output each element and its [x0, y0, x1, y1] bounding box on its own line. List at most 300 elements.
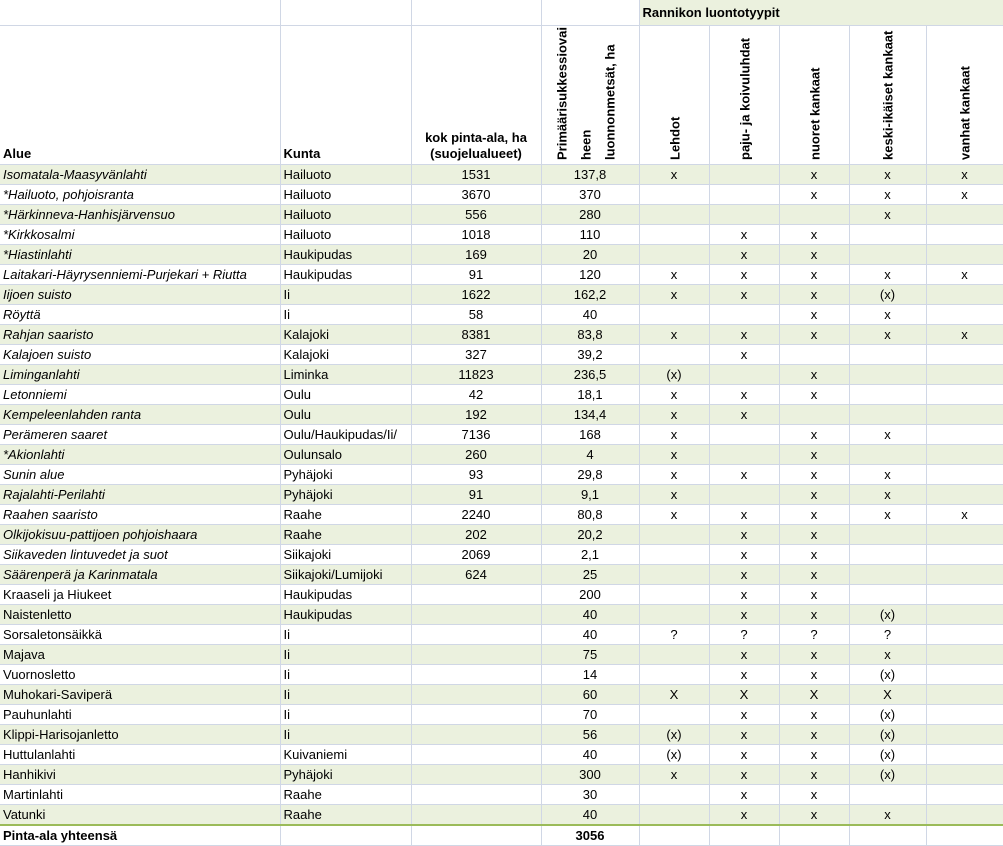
alue-cell: Röyttä	[0, 305, 280, 325]
paju-cell: x	[709, 785, 779, 805]
kunta-cell: Raahe	[280, 505, 411, 525]
lehdot-cell	[639, 565, 709, 585]
header-paju: paju- ja koivuluhdat	[709, 26, 779, 165]
alue-cell: Kempeleenlahden ranta	[0, 405, 280, 425]
prim-cell: 168	[541, 425, 639, 445]
kok-cell: 42	[411, 385, 541, 405]
keski-cell: (x)	[849, 285, 926, 305]
paju-cell: x	[709, 325, 779, 345]
lehdot-cell: x	[639, 265, 709, 285]
vanhat-cell	[926, 345, 1003, 365]
vanhat-cell	[926, 805, 1003, 826]
alue-cell: Kalajoen suisto	[0, 345, 280, 365]
nuoret-cell: x	[779, 465, 849, 485]
header-alue: Alue	[0, 26, 280, 165]
keski-cell: x	[849, 305, 926, 325]
nuoret-cell: x	[779, 305, 849, 325]
kunta-cell: Ii	[280, 725, 411, 745]
prim-cell: 39,2	[541, 345, 639, 365]
kok-cell	[411, 625, 541, 645]
alue-cell: Majava	[0, 645, 280, 665]
kok-cell	[411, 685, 541, 705]
nuoret-cell: x	[779, 705, 849, 725]
lehdot-cell: x	[639, 765, 709, 785]
table-row	[0, 245, 1003, 265]
header-kunta: Kunta	[280, 26, 411, 165]
lehdot-cell	[639, 205, 709, 225]
keski-cell	[849, 445, 926, 465]
nuoret-cell: x	[779, 485, 849, 505]
paju-cell: x	[709, 705, 779, 725]
alue-cell: Hanhikivi	[0, 765, 280, 785]
keski-cell	[849, 545, 926, 565]
kunta-cell: Ii	[280, 645, 411, 665]
keski-cell: x	[849, 265, 926, 285]
vanhat-cell	[926, 225, 1003, 245]
keski-cell: x	[849, 325, 926, 345]
lehdot-cell: (x)	[639, 725, 709, 745]
keski-cell: x	[849, 465, 926, 485]
kok-cell: 624	[411, 565, 541, 585]
paju-cell	[709, 445, 779, 465]
nuoret-cell	[779, 405, 849, 425]
vanhat-cell	[926, 785, 1003, 805]
nuoret-cell: x	[779, 165, 849, 185]
table-row	[0, 745, 1003, 765]
kok-cell: 3670	[411, 185, 541, 205]
prim-cell: 25	[541, 565, 639, 585]
lehdot-cell: (x)	[639, 745, 709, 765]
keski-cell	[849, 785, 926, 805]
kok-cell: 202	[411, 525, 541, 545]
alue-cell: Pauhunlahti	[0, 705, 280, 725]
vanhat-cell	[926, 605, 1003, 625]
vanhat-cell	[926, 465, 1003, 485]
prim-cell: 300	[541, 765, 639, 785]
prim-cell: 40	[541, 625, 639, 645]
header-primaari	[541, 26, 639, 165]
paju-cell: x	[709, 405, 779, 425]
kunta-cell: Ii	[280, 625, 411, 645]
vanhat-cell	[926, 545, 1003, 565]
vanhat-cell: x	[926, 185, 1003, 205]
nuoret-cell: x	[779, 785, 849, 805]
alue-cell: *Hiastinlahti	[0, 245, 280, 265]
alue-cell: Iijoen suisto	[0, 285, 280, 305]
prim-cell: 120	[541, 265, 639, 285]
vanhat-cell	[926, 745, 1003, 765]
table-row	[0, 525, 1003, 545]
table-row	[0, 305, 1003, 325]
prim-cell: 40	[541, 605, 639, 625]
kunta-cell: Kalajoki	[280, 325, 411, 345]
paju-cell: x	[709, 645, 779, 665]
nuoret-cell: x	[779, 325, 849, 345]
prim-cell: 75	[541, 645, 639, 665]
kok-cell	[411, 785, 541, 805]
paju-cell: x	[709, 745, 779, 765]
table-row	[0, 725, 1003, 745]
kunta-cell: Pyhäjoki	[280, 465, 411, 485]
alue-cell: Vuornosletto	[0, 665, 280, 685]
vanhat-cell: x	[926, 265, 1003, 285]
lehdot-cell	[639, 305, 709, 325]
kunta-cell: Raahe	[280, 805, 411, 826]
header-kok-pinta-ala	[411, 26, 541, 165]
lehdot-cell: X	[639, 685, 709, 705]
vanhat-cell	[926, 445, 1003, 465]
cell	[639, 825, 709, 846]
kunta-cell: Ii	[280, 685, 411, 705]
table-row	[0, 585, 1003, 605]
kunta-cell: Pyhäjoki	[280, 765, 411, 785]
lehdot-cell	[639, 585, 709, 605]
alue-cell: *Akionlahti	[0, 445, 280, 465]
paju-cell	[709, 305, 779, 325]
table-row	[0, 285, 1003, 305]
vanhat-cell	[926, 645, 1003, 665]
kunta-cell: Siikajoki	[280, 545, 411, 565]
table-row	[0, 625, 1003, 645]
kunta-cell: Oulunsalo	[280, 445, 411, 465]
nuoret-cell: x	[779, 545, 849, 565]
prim-cell: 40	[541, 305, 639, 325]
lehdot-cell	[639, 345, 709, 365]
table-row	[0, 685, 1003, 705]
table-row	[0, 665, 1003, 685]
vanhat-cell	[926, 565, 1003, 585]
header-lehdot: Lehdot	[639, 26, 709, 165]
table-row	[0, 565, 1003, 585]
keski-cell: (x)	[849, 765, 926, 785]
prim-cell: 20,2	[541, 525, 639, 545]
paju-cell: x	[709, 805, 779, 826]
vanhat-cell: x	[926, 165, 1003, 185]
kunta-cell: Hailuoto	[280, 225, 411, 245]
total-row	[0, 825, 1003, 846]
kok-cell: 327	[411, 345, 541, 365]
kunta-cell: Haukipudas	[280, 585, 411, 605]
lehdot-cell: (x)	[639, 365, 709, 385]
paju-cell	[709, 205, 779, 225]
paju-cell: x	[709, 765, 779, 785]
alue-cell: Muhokari-Saviperä	[0, 685, 280, 705]
nuoret-cell: x	[779, 245, 849, 265]
table-row	[0, 365, 1003, 385]
lehdot-cell	[639, 605, 709, 625]
kok-cell: 2240	[411, 505, 541, 525]
table-row	[0, 445, 1003, 465]
lehdot-cell: x	[639, 505, 709, 525]
kok-cell	[411, 705, 541, 725]
paju-cell: x	[709, 585, 779, 605]
prim-cell: 4	[541, 445, 639, 465]
prim-cell: 18,1	[541, 385, 639, 405]
nuoret-cell	[779, 205, 849, 225]
keski-cell: x	[849, 645, 926, 665]
vanhat-cell	[926, 705, 1003, 725]
paju-cell: x	[709, 465, 779, 485]
prim-cell: 60	[541, 685, 639, 705]
keski-cell: (x)	[849, 605, 926, 625]
lehdot-cell	[639, 225, 709, 245]
kunta-cell: Kuivaniemi	[280, 745, 411, 765]
lehdot-cell: x	[639, 425, 709, 445]
keski-cell	[849, 525, 926, 545]
vanhat-cell	[926, 765, 1003, 785]
table-row	[0, 205, 1003, 225]
kunta-cell: Hailuoto	[280, 205, 411, 225]
keski-cell	[849, 245, 926, 265]
kok-cell: 1018	[411, 225, 541, 245]
prim-cell: 14	[541, 665, 639, 685]
table-row	[0, 465, 1003, 485]
vanhat-cell	[926, 725, 1003, 745]
keski-cell: x	[849, 425, 926, 445]
nuoret-cell: x	[779, 805, 849, 826]
lehdot-cell: x	[639, 385, 709, 405]
nuoret-cell: x	[779, 265, 849, 285]
keski-cell: x	[849, 805, 926, 826]
keski-cell	[849, 565, 926, 585]
header-kok-line2: (suojelualueet)	[430, 146, 522, 161]
nuoret-cell: x	[779, 605, 849, 625]
paju-cell: x	[709, 605, 779, 625]
kunta-cell: Ii	[280, 285, 411, 305]
lehdot-cell: x	[639, 465, 709, 485]
nuoret-cell: x	[779, 645, 849, 665]
kunta-cell: Pyhäjoki	[280, 485, 411, 505]
kok-cell: 260	[411, 445, 541, 465]
alue-cell: Sunin alue	[0, 465, 280, 485]
alue-cell: Sorsaletonsäikkä	[0, 625, 280, 645]
paju-cell	[709, 425, 779, 445]
keski-cell: X	[849, 685, 926, 705]
kunta-cell: Ii	[280, 705, 411, 725]
lehdot-cell: x	[639, 285, 709, 305]
alue-cell: Naistenletto	[0, 605, 280, 625]
kok-cell: 91	[411, 265, 541, 285]
table-row	[0, 185, 1003, 205]
alue-cell: Huttulanlahti	[0, 745, 280, 765]
prim-cell: 9,1	[541, 485, 639, 505]
keski-cell	[849, 225, 926, 245]
paju-cell: x	[709, 285, 779, 305]
cell	[779, 825, 849, 846]
keski-cell: (x)	[849, 705, 926, 725]
nuoret-cell: x	[779, 525, 849, 545]
table-row	[0, 545, 1003, 565]
alue-cell: Kraaseli ja Hiukeet	[0, 585, 280, 605]
vanhat-cell: x	[926, 325, 1003, 345]
vanhat-cell	[926, 405, 1003, 425]
nuoret-cell	[779, 345, 849, 365]
nuoret-cell: x	[779, 585, 849, 605]
table-row	[0, 645, 1003, 665]
nuoret-cell: x	[779, 445, 849, 465]
kunta-cell: Haukipudas	[280, 245, 411, 265]
alue-cell: Laitakari-Häyrysenniemi-Purjekari + Riutta	[0, 265, 280, 285]
keski-cell	[849, 385, 926, 405]
paju-cell: x	[709, 725, 779, 745]
total-label: Pinta-ala yhteensä	[0, 825, 280, 846]
table-row	[0, 605, 1003, 625]
header-keski: keski-ikäiset kankaat	[849, 26, 926, 165]
keski-cell: x	[849, 485, 926, 505]
vanhat-cell	[926, 525, 1003, 545]
paju-cell: x	[709, 545, 779, 565]
kunta-cell: Oulu	[280, 385, 411, 405]
paju-cell: x	[709, 505, 779, 525]
cell	[849, 825, 926, 846]
table-row	[0, 505, 1003, 525]
nuoret-cell: ?	[779, 625, 849, 645]
table-row	[0, 165, 1003, 185]
lehdot-cell	[639, 805, 709, 826]
cell	[926, 825, 1003, 846]
lehdot-cell	[639, 785, 709, 805]
table-row	[0, 325, 1003, 345]
alue-cell: Siikaveden lintuvedet ja suot	[0, 545, 280, 565]
table-row	[0, 405, 1003, 425]
alue-cell: *Kirkkosalmi	[0, 225, 280, 245]
kunta-cell: Kalajoki	[280, 345, 411, 365]
prim-cell: 40	[541, 805, 639, 826]
kok-cell: 1622	[411, 285, 541, 305]
kok-cell: 93	[411, 465, 541, 485]
kok-cell	[411, 725, 541, 745]
vanhat-cell	[926, 425, 1003, 445]
vanhat-cell	[926, 665, 1003, 685]
prim-cell: 137,8	[541, 165, 639, 185]
prim-cell: 162,2	[541, 285, 639, 305]
lehdot-cell	[639, 705, 709, 725]
paju-cell	[709, 165, 779, 185]
prim-cell: 2,1	[541, 545, 639, 565]
keski-cell: x	[849, 505, 926, 525]
vanhat-cell	[926, 625, 1003, 645]
prim-cell: 56	[541, 725, 639, 745]
keski-cell: x	[849, 205, 926, 225]
keski-cell: ?	[849, 625, 926, 645]
kok-cell	[411, 645, 541, 665]
nuoret-cell: x	[779, 285, 849, 305]
kok-cell	[411, 765, 541, 785]
paju-cell	[709, 485, 779, 505]
cell	[541, 0, 639, 26]
lehdot-cell	[639, 545, 709, 565]
paju-cell: x	[709, 225, 779, 245]
paju-cell: x	[709, 665, 779, 685]
paju-cell	[709, 365, 779, 385]
lehdot-cell	[639, 525, 709, 545]
lehdot-cell	[639, 645, 709, 665]
prim-cell: 200	[541, 585, 639, 605]
lehdot-cell: x	[639, 445, 709, 465]
kok-cell: 91	[411, 485, 541, 505]
kok-cell: 11823	[411, 365, 541, 385]
table-row	[0, 805, 1003, 826]
kunta-cell: Oulu/Haukipudas/Ii/	[280, 425, 411, 445]
vanhat-cell	[926, 285, 1003, 305]
column-header-row	[0, 26, 1003, 165]
table-row	[0, 385, 1003, 405]
kok-cell: 58	[411, 305, 541, 325]
vanhat-cell	[926, 365, 1003, 385]
table-row	[0, 425, 1003, 445]
total-prim: 3056	[541, 825, 639, 846]
alue-cell: Klippi-Harisojanletto	[0, 725, 280, 745]
prim-cell: 40	[541, 745, 639, 765]
paju-cell: x	[709, 565, 779, 585]
nuoret-cell: x	[779, 185, 849, 205]
vanhat-cell	[926, 485, 1003, 505]
kok-cell: 169	[411, 245, 541, 265]
nuoret-cell: x	[779, 225, 849, 245]
prim-cell: 110	[541, 225, 639, 245]
prim-cell: 280	[541, 205, 639, 225]
lehdot-cell: x	[639, 405, 709, 425]
kok-cell: 192	[411, 405, 541, 425]
kok-cell: 556	[411, 205, 541, 225]
alue-cell: Liminganlahti	[0, 365, 280, 385]
table-row	[0, 785, 1003, 805]
cell	[411, 825, 541, 846]
nuoret-cell: x	[779, 385, 849, 405]
alue-cell: Isomatala-Maasyvänlahti	[0, 165, 280, 185]
header-nuoret: nuoret kankaat	[779, 26, 849, 165]
kunta-cell: Raahe	[280, 785, 411, 805]
alue-cell: Raahen saaristo	[0, 505, 280, 525]
paju-cell: x	[709, 385, 779, 405]
header-prim-line2: heen	[578, 129, 593, 160]
nuoret-cell: x	[779, 505, 849, 525]
vanhat-cell	[926, 685, 1003, 705]
keski-cell	[849, 345, 926, 365]
keski-cell: (x)	[849, 745, 926, 765]
vanhat-cell	[926, 245, 1003, 265]
header-prim-line1: Primäärisukkessiovai	[554, 27, 569, 160]
kunta-cell: Haukipudas	[280, 265, 411, 285]
table-row	[0, 485, 1003, 505]
prim-cell: 29,8	[541, 465, 639, 485]
kok-cell	[411, 745, 541, 765]
prim-cell: 134,4	[541, 405, 639, 425]
nuoret-cell: x	[779, 565, 849, 585]
lehdot-cell: x	[639, 485, 709, 505]
alue-cell: *Hailuoto, pohjoisranta	[0, 185, 280, 205]
table-row	[0, 705, 1003, 725]
cell	[280, 0, 411, 26]
kunta-cell: Ii	[280, 665, 411, 685]
header-prim-line3: luonnonmetsät, ha	[602, 44, 617, 160]
cell	[0, 0, 280, 26]
keski-cell: (x)	[849, 665, 926, 685]
paju-cell: x	[709, 525, 779, 545]
alue-cell: Säärenperä ja Karinmatala	[0, 565, 280, 585]
paju-cell: X	[709, 685, 779, 705]
keski-cell	[849, 405, 926, 425]
kunta-cell: Raahe	[280, 525, 411, 545]
lehdot-cell: ?	[639, 625, 709, 645]
kunta-cell: Ii	[280, 305, 411, 325]
nuoret-cell: x	[779, 665, 849, 685]
vanhat-cell	[926, 205, 1003, 225]
prim-cell: 236,5	[541, 365, 639, 385]
nuoret-cell: x	[779, 745, 849, 765]
kok-cell: 7136	[411, 425, 541, 445]
cell	[411, 0, 541, 26]
